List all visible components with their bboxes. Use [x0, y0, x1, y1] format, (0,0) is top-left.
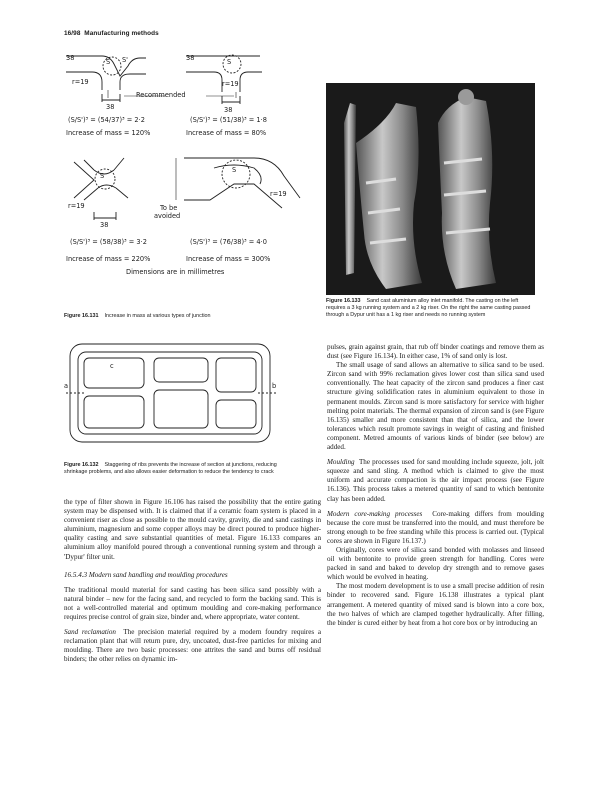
left-paragraph-3: [64, 628, 321, 664]
bl-radius: r=19: [68, 202, 85, 210]
bl-formula: (S/S')³ = (58/38)³ = 3·2: [70, 238, 147, 246]
right-paragraph-5: Originally, cores were of silica sand bonded with molasses and linseed oil with bentonite to provide green strength for handling. Cores were packed in sand and baked to develop dry strength and to remove gases which would be evolved in heating.: [327, 545, 544, 582]
right-paragraph-6: The most modern development is to use a small precise addition of resin binder to recovered sand. Figure 16.138 illustrates a typical plant arrangement. A metered quantity of mixed sand is blown into a core box, the two halves of which are clamped together hydraulically. After filling, the binder is cured either by heat from a hot core box or by introducing an: [327, 582, 544, 627]
right-paragraph-1: pulses, grain against grain, that rub off binder coatings and remove them as dust (see Figure 16.134). In either case, 1% of sand only is lost.: [327, 343, 544, 361]
sand-reclamation-lead: Sand reclamation: [64, 628, 116, 637]
label-a: a: [64, 382, 69, 390]
avoided-label-1: To be: [160, 204, 178, 212]
dimensions-note: Dimensions are in millimetres: [126, 268, 225, 276]
page-ref: 16/98: [64, 30, 81, 37]
caption-text: Staggering of ribs prevents the increase of section at junctions, reducing shrinkage problems, and also allows easier deformation to reduce the tendency to crack: [64, 462, 277, 475]
tl-formula: (S/S')³ = (54/37)³ = 2·2: [68, 116, 145, 124]
moulding-text: The processes used for sand moulding include squeeze, jolt, jolt squeeze and sand sling. A method which is claimed to give the most uniform and accurate compaction is the air impact process (see Figure 16.136). This process takes a metered quantity of sand to which bentonite clay has been added.: [327, 458, 544, 503]
section-heading: 16.5.4.3 Modern sand handling and moulding procedures: [64, 570, 228, 579]
bl-bottom-dim: 38: [100, 221, 109, 229]
caption-text: Increase in mass at various types of junction: [104, 313, 211, 319]
right-paragraph-2: The small usage of sand allows an alternative to silica sand to be used. Zircon sand with 99% reclamation gives lower cost than silica sand used conventionally. The heat capacity of the zircon sand produces a finer cast structure giving solidification rates in aluminium equivalent to those in permanent moulds. Zircon sand is more satisfactory for service with higher melting point materials. The thermal expansion of zircon sand is (see Figure 16.135) smaller and more consistent than that of silica, and the lower tolerances which result promote savings in weight of casting and finished component. Metred amounts of various kinds of binder (see below) are added.: [327, 361, 544, 452]
br-dim-s: S: [232, 166, 237, 174]
caption-text: Sand cast aluminium alloy inlet manifold. The casting on the left requires a 3 kg running system and a 2 kg riser. On the right the same casting passed through a Dypur unit has a 1 kg riser and needs no running system: [326, 298, 531, 318]
label-b: b: [272, 382, 277, 390]
bl-dim-s: S: [100, 172, 105, 180]
figure-16-131: [64, 50, 324, 310]
figure-16-132-caption: [64, 462, 282, 476]
core-making-text: Core-making differs from moulding because the core must be transferred into the mould, and must therefore be strong enough to be free standing while this process is carried out. (Typical cores are shown in Figure 16.137.): [327, 509, 544, 545]
bl-mass-text: Increase of mass = 220%: [66, 255, 151, 263]
right-paragraph-4: [327, 510, 544, 546]
tl-mass-text: Increase of mass = 120%: [66, 129, 151, 137]
manifold-photo: [326, 83, 535, 295]
br-mass-text: Increase of mass = 300%: [186, 255, 271, 263]
avoided-label-2: avoided: [154, 212, 181, 220]
tl-radius: r=19: [72, 78, 89, 86]
tr-formula: (S/S')³ = (51/38)³ = 1·8: [190, 116, 267, 124]
caption-label: Figure 16.133: [326, 298, 361, 304]
left-paragraph-2: The traditional mould material for sand casting has been silica sand possibly with a natural binder – new for the facing sand, and recycled to form the backing sand. This is not a well-controlled material and optimum moulding and core-making performance requires precise control of grain size, binder and, where appropriate, water content.: [64, 585, 321, 622]
tr-dim-s: S: [227, 58, 232, 66]
tr-mass-text: Increase of mass = 80%: [186, 129, 267, 137]
tr-dim-a: 38: [186, 54, 195, 62]
tr-bottom-dim: 38: [224, 106, 233, 114]
manifold-castings-image: [326, 83, 535, 295]
label-c: c: [110, 362, 114, 370]
caption-label: Figure 16.131: [64, 313, 99, 319]
sand-reclamation-text: The precision material required by a modern foundry requires a reclamation plant that will return pure, dry, uncoated, dust-free particles for mixing and moulding. There are two basic processes: one attrites the sand and burns off residual binders; the other relies on dynamic im-: [64, 628, 321, 664]
figure-16-132: [64, 340, 279, 450]
caption-label: Figure 16.132: [64, 462, 99, 468]
br-formula: (S/S')³ = (76/38)³ = 4·0: [190, 238, 267, 246]
right-paragraph-3: [327, 458, 544, 503]
left-column: [64, 498, 321, 665]
figure-16-131-caption: [64, 313, 324, 320]
tl-dim-s: S: [106, 58, 111, 66]
staggered-ribs-drawing: [64, 340, 279, 450]
br-radius: r=19: [270, 190, 287, 198]
figure-16-133-caption: [326, 298, 536, 319]
recommended-label: Recommended: [136, 91, 186, 99]
tr-radius: r=19: [222, 80, 239, 88]
running-header: [64, 30, 159, 37]
tl-dim-a: 38: [66, 54, 75, 62]
section-title: Manufacturing methods: [84, 30, 159, 37]
right-column: [327, 343, 544, 628]
tl-bottom-dim: 38: [106, 103, 115, 111]
core-making-lead: Modern core-making processes: [327, 509, 423, 518]
tl-dim-s-prime: S': [122, 56, 128, 64]
moulding-lead: Moulding: [327, 458, 355, 467]
left-paragraph-1: the type of filter shown in Figure 16.106 has raised the possibility that the entire gating system may be dispensed with. It is claimed that if a ceramic foam system is placed in a convenient riser as close as possible to the mould cavity, gravity, die and sand castings in aluminium, magnesium and some copper alloys may be direct poured to produce higher-quality casting and save substantial quantities of metal. Figure 16.133 compares an aluminium alloy manifold poured through a conventional running system and through a 'Dypur' filter unit.: [64, 498, 321, 561]
